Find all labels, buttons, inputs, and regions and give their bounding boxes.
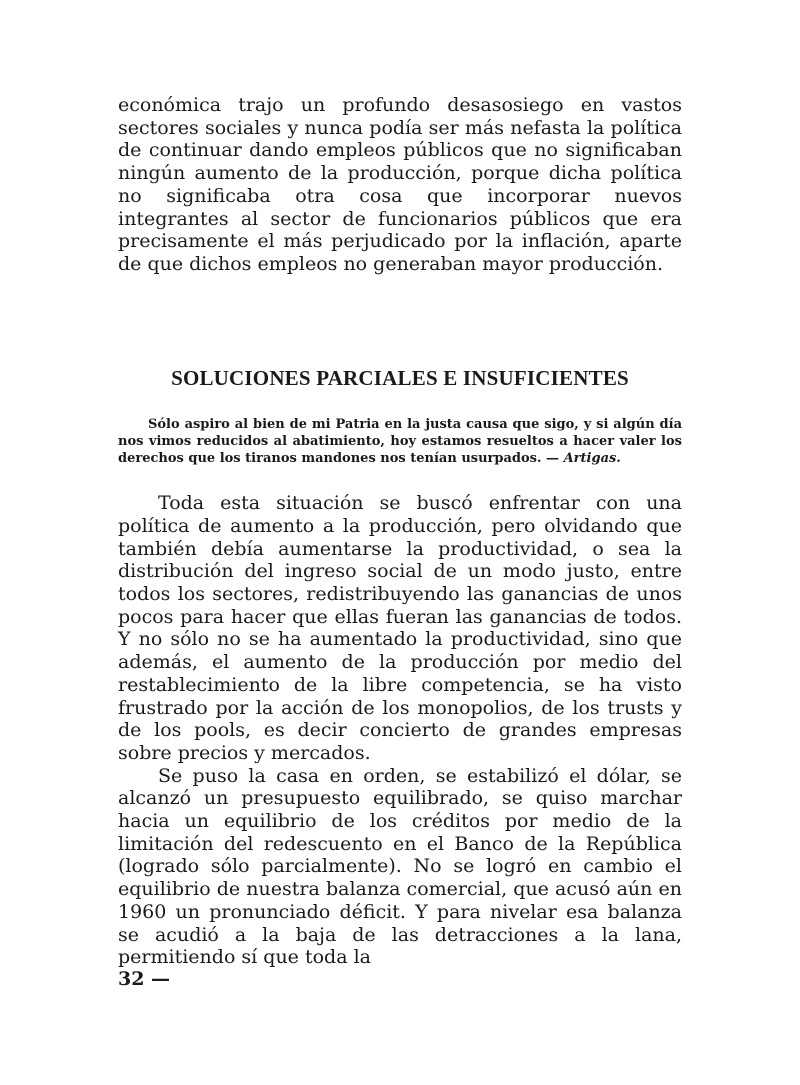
paragraph-continuation: económica trajo un profundo desasosiego en vastos sectores sociales y nunca podía ser más nefasta la política de continuar dando empleos públicos que no significaban ningún aumento de la producción, porque dicha política no significaba otra cosa que incorporar nuevos integrantes al sector de funcionarios públicos que era precisamente el más perjudicado por la inflación, aparte de que dichos empleos no generaban mayor producción. — [118, 94, 682, 275]
paragraph-body-1: Toda esta situación se buscó enfrentar con una política de aumento a la producción, pero olvidando que también debía aumentarse la productividad, o sea la distribución del ingreso social de un modo justo, entre todos los sectores, redistribuyendo las ganancias de unos pocos para hacer que ellas fueran las ganancias de todos. Y no sólo no se ha aumentado la productividad, sino que además, el aumento de la producción por medio del restablecimiento de la libre competencia, se ha visto frustrado por la acción de los monopolios, de los trusts y de los pools, es decir concierto de grandes empresas sobre precios y mercados. — [118, 492, 682, 764]
page-number: 32 — — [118, 968, 171, 990]
page-body — [118, 94, 682, 969]
epigraph — [118, 416, 682, 468]
section-heading: SOLUCIONES PARCIALES E INSUFICIENTES — [171, 365, 629, 390]
paragraph-body-2: Se puso la casa en orden, se estabilizó el dólar, se alcanzó un presupuesto equilibrado, se quiso marchar hacia un equilibrio de los créditos por medio de la limitación del redescuento en el Banco de la República (logrado sólo parcialmente). No se logró en cambio el equilibrio de nuestra balanza comercial, que acusó aún en 1960 un pronunciado déficit. Y para nivelar esa balanza se acudió a la baja de las detracciones a la lana, permitiendo sí que toda la — [118, 764, 682, 969]
spacer — [118, 467, 682, 492]
epigraph-quote: Sólo aspiro al bien de mi Patria en la justa causa que sigo, y si algún día nos vimos reducidos al abatimiento, hoy estamos resueltos a hacer valer los derechos que los tiranos mandones nos tenían usurpados. — — [118, 416, 682, 467]
epigraph-author: Artigas. — [563, 451, 621, 467]
